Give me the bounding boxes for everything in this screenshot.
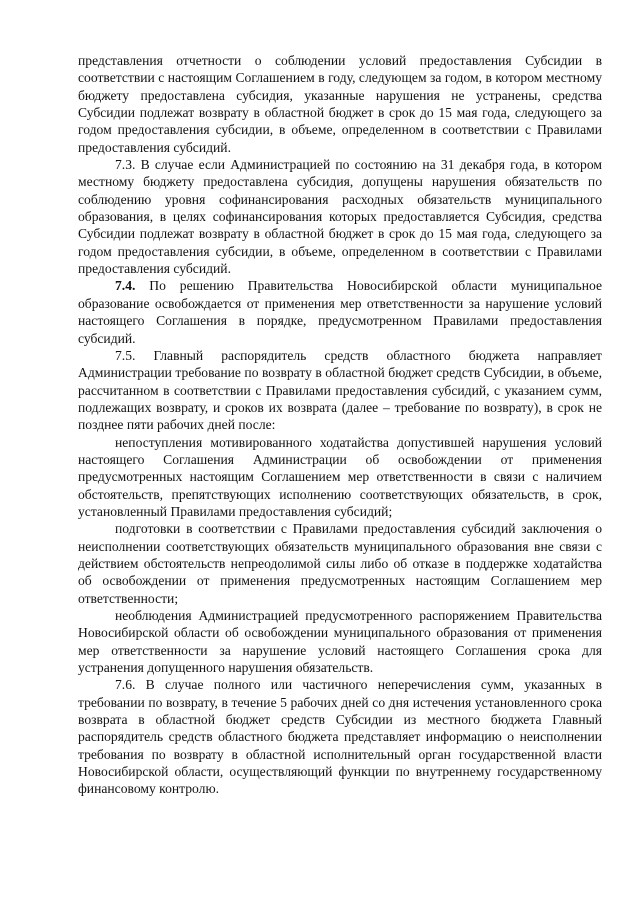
continuation-paragraph: представления отчетности о соблюдении условий предоставления Субсидии в соответствии с настоящим Соглашением в году, следующем за годом, в котором местному бюджету предоставлена субсидия, указанные нарушения не устранены, средства Субсидии подлежат возврату в областной бюджет в срок до 15 мая года, следующего за годом предоставления субсидии, в объеме, определенном в соответствии с Правилами предоставления субсидий. — [78, 53, 602, 155]
section-text: По решению Правительства Новосибирской области муниципальное образование освобождается от применения мер ответственности за нарушение условий настоящего Соглашения в порядке, предусмотренном Правилами предоставления субсидий. — [78, 278, 602, 346]
list-item: подготовки в соответствии с Правилами предоставления субсидий заключения о неисполнении соответствующих обязательств муниципального образования вне связи с действием обстоятельств непреодолимой силы либо об отказе в поддержке ходатайства об освобождении от применения предусмотренных настоящим Соглашением мер ответственности; — [78, 521, 602, 606]
section-7-4 — [78, 277, 602, 346]
section-7-6 — [78, 676, 602, 797]
section-number: 7.6. — [115, 677, 136, 693]
section-number: 7.5. — [115, 347, 136, 363]
list-item: непоступления мотивированного ходатайства допустившей нарушения условий настоящего Соглашения Администрации об освобождении от применения предусмотренных настоящим Соглашением мер ответственности в связи с наличием обстоятельств, препятствующих исполнению соответствующих обязательств, в срок, установленный Правилами предоставления субсидий; — [78, 434, 602, 519]
document-page — [78, 52, 602, 798]
section-number: 7.3. — [115, 157, 136, 173]
section-7-3 — [78, 156, 602, 277]
section-text: В случае полного или частичного неперечисления сумм, указанных в требовании по возврату, в течение 5 рабочих дней со дня истечения установленного срока возврата в областной бюджет средств Субсидии из местного бюджета Главный распорядитель средств областного бюджета представляет информацию о неисполнении требования по возврату в областной исполнительный орган государственной власти Новосибирской области, осуществляющий функции по внутреннему государственному финансовому контролю. — [78, 677, 602, 797]
section-text: Главный распорядитель средств областного бюджета направляет Администрации требование по возврату в областной бюджет средств Субсидии, в объеме, рассчитанном в соответствии с Правилами предоставления субсидий, с указанием сумм, подлежащих возврату, и сроков их возврата (далее – требование по возврату), в срок не позднее пяти рабочих дней после: — [78, 347, 602, 433]
section-number: 7.4. — [115, 278, 136, 294]
section-text: В случае если Администрацией по состоянию на 31 декабря года, в котором местному бюджету предоставлена субсидия, допущены нарушения обязательств по соблюдению уровня софинансирования расходных обязательств муниципального образования, в целях софинансирования которых предоставляется Субсидия, средства Субсидии подлежат возврату в областной бюджет в срок до 15 мая года, следующего за годом предоставления субсидии, в объеме, определенном в соответствии с Правилами предоставления субсидий. — [78, 157, 602, 277]
list-item: необлюдения Администрацией предусмотренного распоряжением Правительства Новосибирской области об освобождении муниципального образования от применения мер ответственности за нарушение условий настоящего Соглашения срока для устранения допущенного нарушения обязательств. — [78, 608, 602, 676]
section-7-5 — [78, 347, 602, 434]
